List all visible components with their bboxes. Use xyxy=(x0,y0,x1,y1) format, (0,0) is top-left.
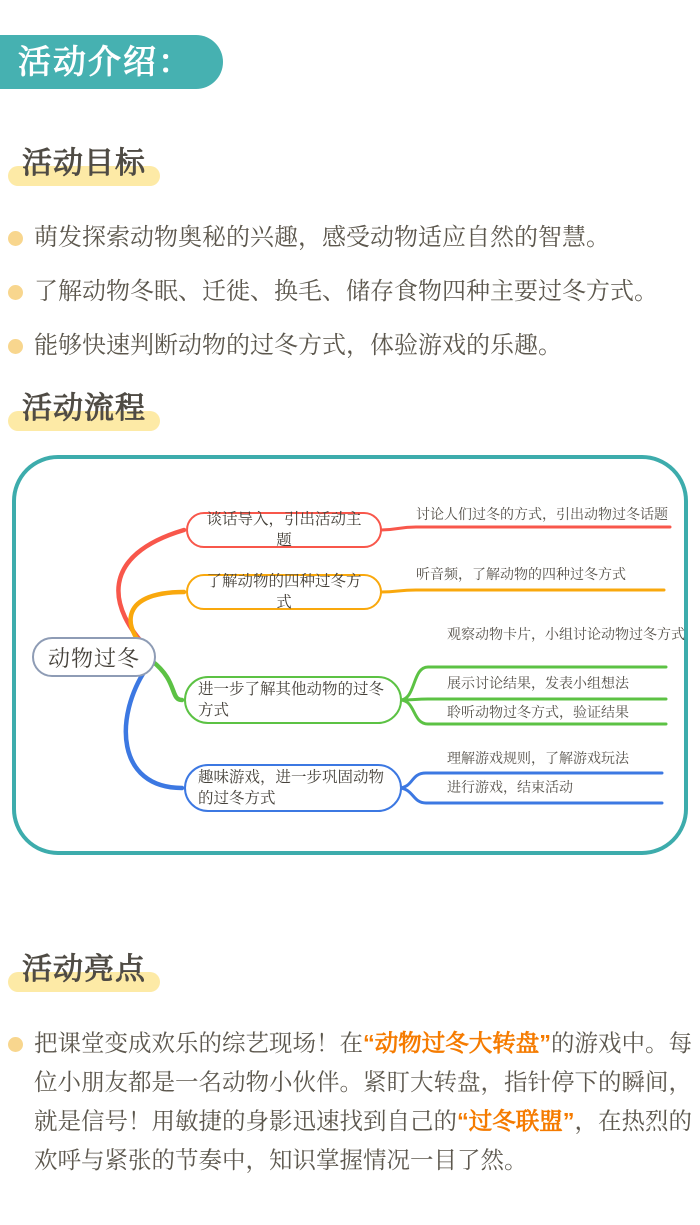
section-title-highlights: 活动亮点 xyxy=(22,944,146,988)
mindmap-leaf-node: 进行游戏，结束活动 xyxy=(447,779,573,795)
mindmap-leaf-node: 理解游戏规则，了解游戏玩法 xyxy=(447,750,629,766)
mindmap-branch-node: 谈话导入，引出活动主题 xyxy=(186,512,382,548)
emphasis-text: “过冬联盟” xyxy=(457,1108,575,1134)
mindmap-branch-node: 进一步了解其他动物的过冬方式 xyxy=(184,676,402,724)
paragraph-text: 的游戏中。每位小朋友都是一名动物小伙伴。紧盯大转盘，指针停下的瞬间，就是信号！用敏捷的身影迅速找到自己的 xyxy=(34,1030,692,1134)
section-title-goals: 活动目标 xyxy=(22,138,146,182)
list-item: 了解动物冬眠、迁徙、换毛、储存食物四种主要过冬方式。 xyxy=(8,276,696,307)
goals-list xyxy=(8,222,696,384)
mindmap-branch-node: 了解动物的四种过冬方式 xyxy=(186,574,382,610)
page-title-badge: 活动介绍： xyxy=(0,35,223,89)
mindmap-root-node: 动物过冬 xyxy=(32,637,156,677)
list-item: 萌发探索动物奥秘的兴趣，感受动物适应自然的智慧。 xyxy=(8,222,696,253)
emphasis-text: “动物过冬大转盘” xyxy=(363,1030,551,1056)
paragraph-text: 把课堂变成欢乐的综艺现场！在 xyxy=(34,1030,363,1056)
bullet-dot-icon xyxy=(8,285,23,300)
section-title-process: 活动流程 xyxy=(22,383,146,427)
mindmap-leaf-node: 展示讨论结果，发表小组想法 xyxy=(447,675,629,691)
mindmap-branch-node: 趣味游戏，进一步巩固动物的过冬方式 xyxy=(184,764,402,812)
bullet-dot-icon xyxy=(8,231,23,246)
bullet-dot-icon xyxy=(8,1037,23,1052)
bullet-dot-icon xyxy=(8,339,23,354)
paragraph-text: ，在热烈的欢呼与紧张的节奏中，知识掌握情况一目了然。 xyxy=(34,1108,692,1173)
mindmap-leaf-node: 讨论人们过冬的方式，引出动物过冬话题 xyxy=(416,506,668,522)
mindmap-leaf-node: 听音频，了解动物的四种过冬方式 xyxy=(416,566,626,582)
process-mindmap xyxy=(12,455,688,855)
mindmap-leaf-node: 观察动物卡片，小组讨论动物过冬方式 xyxy=(447,626,685,642)
mindmap-leaf-node: 聆听动物过冬方式，验证结果 xyxy=(447,704,629,720)
highlights-paragraph xyxy=(8,1024,696,1180)
list-item: 能够快速判断动物的过冬方式，体验游戏的乐趣。 xyxy=(8,330,696,361)
